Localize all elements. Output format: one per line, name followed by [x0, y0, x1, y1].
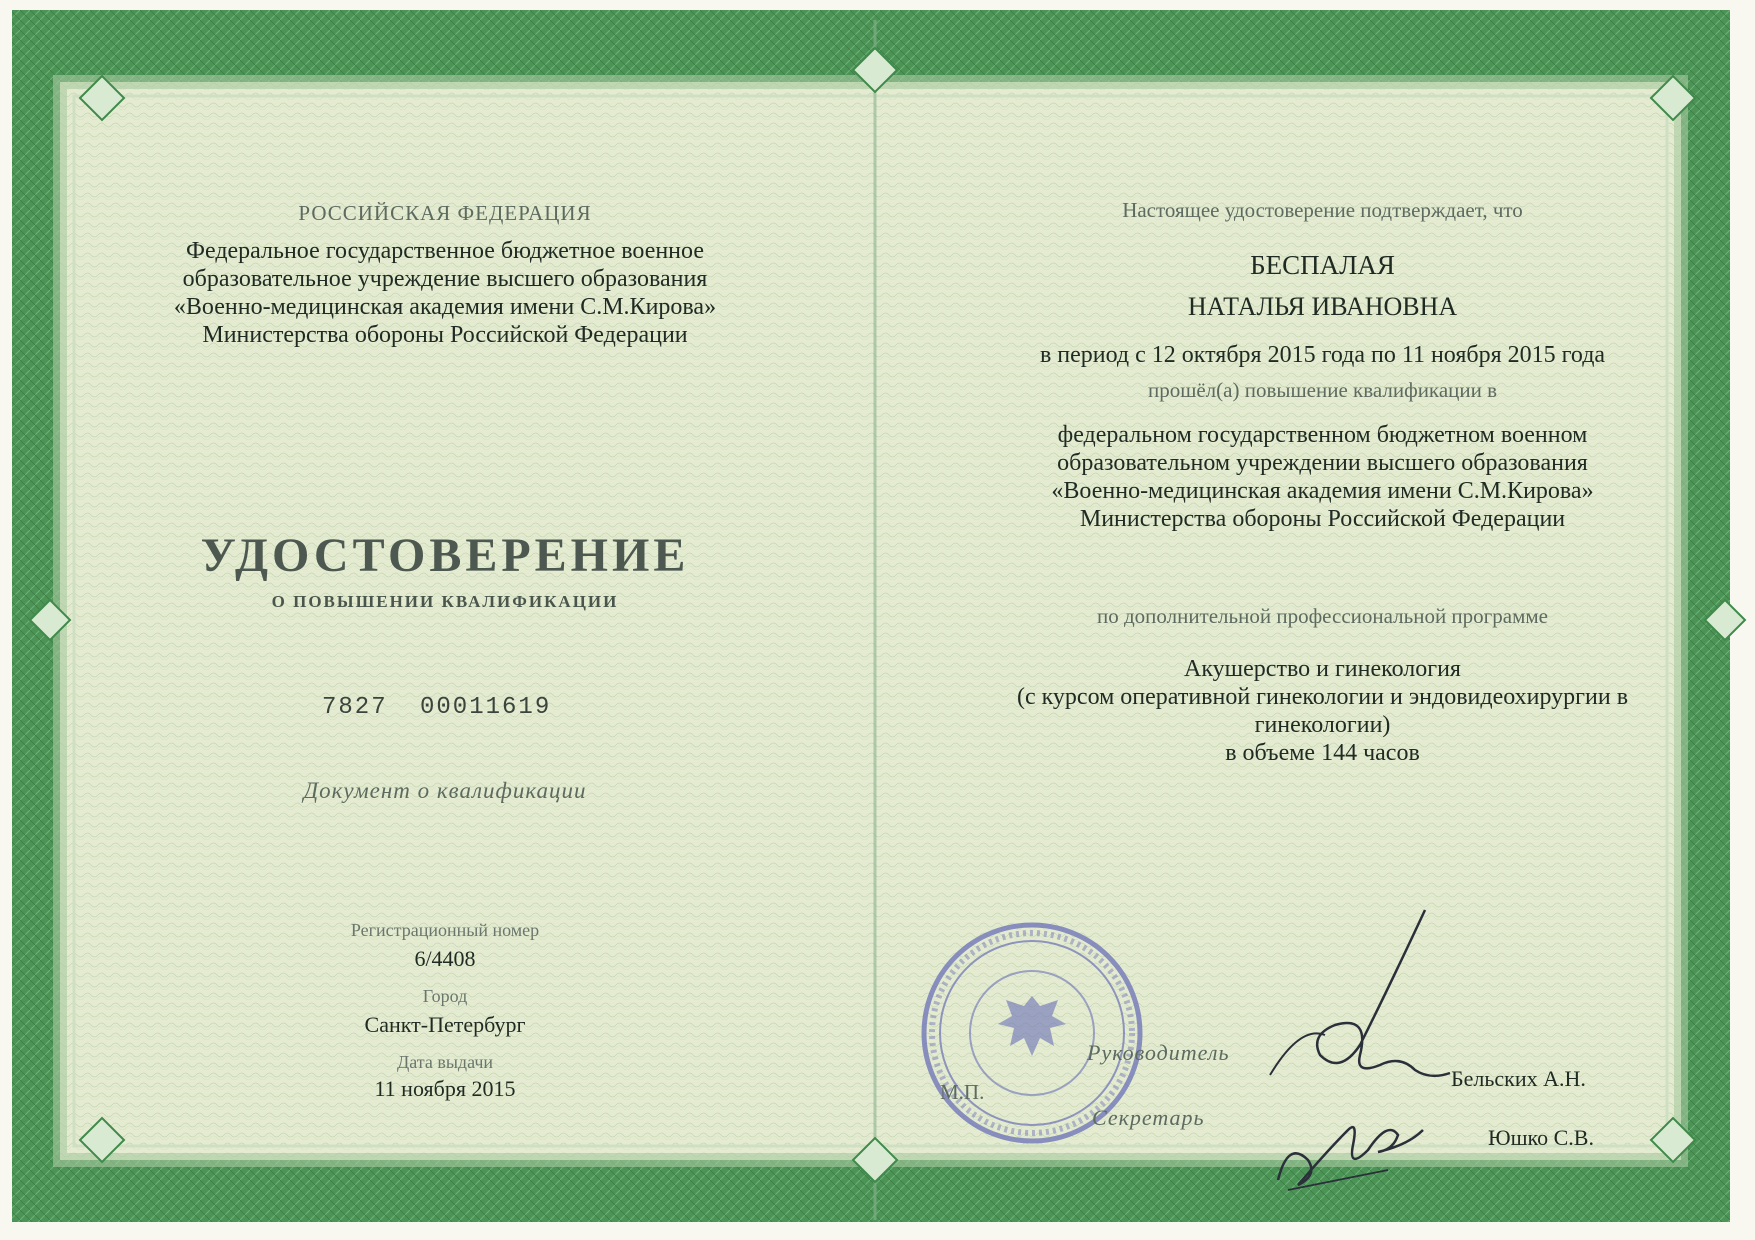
signature-icon — [1268, 1090, 1428, 1200]
institution-line: образовательном учреждении высшего образования — [1057, 450, 1588, 476]
document-type: Документ о квалификации — [303, 778, 587, 803]
program-line: Акушерство и гинекология — [1184, 656, 1461, 682]
secretary-name: Юшко С.В. — [1488, 1125, 1594, 1150]
head-label: Руководитель — [1087, 1040, 1230, 1065]
coat-of-arms-icon — [998, 996, 1066, 1056]
serial-series: 7827 — [322, 694, 388, 721]
institution-line: Министерства обороны Российской Федерации — [1079, 506, 1566, 532]
institution-line: Министерства обороны Российской Федерации — [202, 322, 688, 348]
institution-line: «Военно-медицинская академия имени С.М.Кирова» — [1051, 478, 1594, 504]
city: Санкт-Петербург — [364, 1012, 526, 1037]
registration-number: 6/4408 — [414, 946, 476, 971]
institution-line: Федеральное государственное бюджетное военное — [186, 238, 704, 264]
serial-number: 00011619 — [420, 694, 552, 721]
issue-date-label: Дата выдачи — [396, 1052, 494, 1072]
confirmation-text: Настоящее удостоверение подтверждает, что — [1122, 198, 1523, 222]
institution-line: «Военно-медицинская академия имени С.М.Кирова» — [173, 294, 717, 320]
given-names: НАТАЛЬЯ ИВАНОВНА — [1187, 292, 1458, 321]
surname: БЕСПАЛАЯ — [1250, 250, 1395, 280]
right-page — [890, 0, 1755, 1240]
document-subtitle: О ПОВЫШЕНИИ КВАЛИФИКАЦИИ — [271, 592, 619, 611]
program-line: (с курсом оперативной гинекологии и эндовидеохирургии в — [1016, 684, 1629, 710]
program-hours: в объеме 144 часов — [1225, 740, 1420, 766]
secretary-label: Секретарь — [1092, 1105, 1205, 1130]
head-name: Бельских А.Н. — [1451, 1066, 1586, 1091]
completion-text: прошёл(а) повышение квалификации в — [1147, 378, 1498, 402]
study-period: в период с 12 октября 2015 года по 11 ноября 2015 года — [1039, 342, 1606, 368]
issue-date: 11 ноября 2015 — [374, 1076, 516, 1101]
city-label: Город — [422, 986, 468, 1006]
institution-line: образовательное учреждение высшего образования — [182, 266, 708, 292]
program-label: по дополнительной профессиональной программе — [1096, 604, 1549, 628]
country-heading: РОССИЙСКАЯ ФЕДЕРАЦИЯ — [298, 201, 592, 225]
registration-label: Регистрационный номер — [350, 920, 540, 940]
program-line: гинекологии) — [1254, 712, 1391, 738]
institution-line: федеральном государственном бюджетном военном — [1057, 422, 1588, 448]
document-title: УДОСТОВЕРЕНИЕ — [200, 529, 690, 582]
stamp-label: М.П. — [940, 1080, 985, 1104]
signature-icon — [1240, 905, 1460, 1105]
